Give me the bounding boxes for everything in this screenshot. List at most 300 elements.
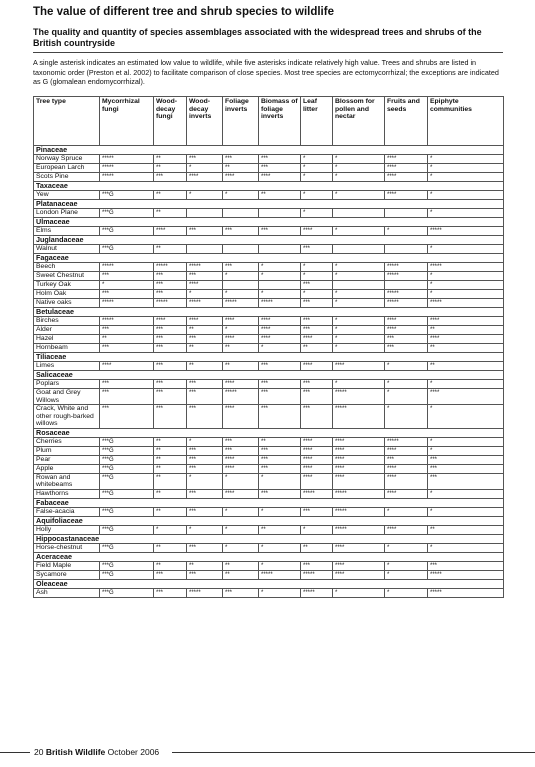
family-row: [34, 218, 504, 227]
rating-cell: ***: [259, 227, 301, 236]
rating-cell: ***G: [100, 489, 154, 498]
rating-cell: *****: [259, 570, 301, 579]
tree-name: Horse-chestnut: [34, 543, 100, 552]
rating-cell: ***: [223, 227, 259, 236]
tree-name: Pear: [34, 455, 100, 464]
rating-cell: ****: [223, 317, 259, 326]
tree-name: Goat and Grey Willows: [34, 389, 100, 405]
family-row: [34, 498, 504, 507]
table-row: [34, 290, 504, 299]
rating-cell: *****: [333, 507, 385, 516]
rating-cell: *: [333, 173, 385, 182]
rating-cell: *: [333, 299, 385, 308]
rating-cell: ***: [100, 290, 154, 299]
family-name: Hippocastanaceae: [34, 534, 504, 543]
magazine-name: British Wildlife: [45, 747, 106, 757]
rating-cell: *: [301, 164, 333, 173]
table-row: [34, 588, 504, 597]
rating-cell: *: [428, 290, 504, 299]
column-header: Fruits and seeds: [385, 97, 428, 146]
rating-cell: ***: [301, 326, 333, 335]
family-name: Pinaceae: [34, 146, 504, 155]
rating-cell: *: [301, 155, 333, 164]
tree-name: Alder: [34, 326, 100, 335]
rating-cell: **: [154, 473, 187, 489]
rating-cell: ***: [301, 281, 333, 290]
rating-cell: ***: [301, 561, 333, 570]
tree-name: Turkey Oak: [34, 281, 100, 290]
rating-cell: ***G: [100, 455, 154, 464]
table-row: [34, 380, 504, 389]
page-title: The value of different tree and shrub species to wildlife: [33, 6, 334, 18]
rating-cell: *****: [100, 299, 154, 308]
rating-cell: **: [187, 561, 223, 570]
rating-cell: ****: [187, 173, 223, 182]
family-row: [34, 371, 504, 380]
rating-cell: *: [259, 507, 301, 516]
rating-cell: **: [154, 245, 187, 254]
rating-cell: ***: [187, 335, 223, 344]
rating-cell: *: [259, 561, 301, 570]
rating-cell: ***: [385, 344, 428, 353]
rating-cell: *****: [187, 588, 223, 597]
column-header: Biomass of foliage inverts: [259, 97, 301, 146]
table-row: [34, 155, 504, 164]
rating-cell: *****: [301, 570, 333, 579]
rating-cell: *: [187, 473, 223, 489]
rating-cell: ***: [187, 272, 223, 281]
family-name: Betulaceae: [34, 308, 504, 317]
rating-cell: **: [223, 344, 259, 353]
rating-cell: ****: [259, 173, 301, 182]
rating-cell: **: [154, 507, 187, 516]
rating-cell: ***: [428, 473, 504, 489]
rating-cell: ****: [385, 464, 428, 473]
rating-cell: ***G: [100, 437, 154, 446]
footer-rule-left: [0, 752, 30, 753]
rating-cell: ***G: [100, 525, 154, 534]
rating-cell: ***G: [100, 464, 154, 473]
rating-cell: *****: [100, 263, 154, 272]
rating-cell: *****: [154, 263, 187, 272]
rating-cell: *: [301, 272, 333, 281]
rating-cell: ****: [223, 173, 259, 182]
rating-cell: *****: [301, 489, 333, 498]
family-name: Juglandaceae: [34, 236, 504, 245]
rating-cell: **: [259, 191, 301, 200]
family-name: Fagaceae: [34, 254, 504, 263]
tree-name: Scots Pine: [34, 173, 100, 182]
rating-cell: ***: [187, 570, 223, 579]
rating-cell: ***G: [100, 209, 154, 218]
table-row: [34, 227, 504, 236]
rating-cell: ****: [223, 464, 259, 473]
tree-name: Plum: [34, 446, 100, 455]
rating-cell: *****: [428, 299, 504, 308]
rating-cell: *: [333, 588, 385, 597]
rating-cell: ***: [154, 326, 187, 335]
table-row: [34, 446, 504, 455]
rating-cell: ****: [301, 464, 333, 473]
tree-name: Sweet Chestnut: [34, 272, 100, 281]
table-row: [34, 489, 504, 498]
rating-cell: *: [223, 326, 259, 335]
rating-cell: **: [154, 561, 187, 570]
family-row: [34, 200, 504, 209]
page-footer: [0, 747, 535, 759]
family-name: Aquifoliaceae: [34, 516, 504, 525]
rating-cell: *: [428, 437, 504, 446]
tree-name: European Larch: [34, 164, 100, 173]
rating-cell: *: [187, 290, 223, 299]
rating-cell: **: [187, 344, 223, 353]
rating-cell: ***: [301, 389, 333, 405]
table-row: [34, 543, 504, 552]
rating-cell: ****: [428, 335, 504, 344]
rating-cell: *: [428, 272, 504, 281]
family-row: [34, 308, 504, 317]
rating-cell: ***: [301, 405, 333, 429]
rating-cell: *: [428, 489, 504, 498]
tree-name: Poplars: [34, 380, 100, 389]
table-row: [34, 507, 504, 516]
rating-cell: *: [428, 446, 504, 455]
rating-cell: ***: [154, 335, 187, 344]
family-name: Rosaceae: [34, 428, 504, 437]
family-name: Platanaceae: [34, 200, 504, 209]
table-row: [34, 437, 504, 446]
rating-cell: ***: [100, 326, 154, 335]
rating-cell: ***: [428, 464, 504, 473]
rating-cell: ***: [223, 263, 259, 272]
heading-rule: [33, 52, 503, 53]
rating-cell: *: [187, 525, 223, 534]
rating-cell: ***: [187, 405, 223, 429]
rating-cell: *: [100, 281, 154, 290]
rating-cell: *****: [223, 299, 259, 308]
rating-cell: ***: [154, 173, 187, 182]
rating-cell: *: [187, 164, 223, 173]
rating-cell: ***: [385, 335, 428, 344]
rating-cell: *****: [428, 227, 504, 236]
rating-cell: ***: [187, 380, 223, 389]
rating-cell: ****: [333, 455, 385, 464]
rating-cell: *: [428, 209, 504, 218]
table-row: [34, 245, 504, 254]
rating-cell: ***: [187, 155, 223, 164]
rating-cell: ***: [154, 362, 187, 371]
rating-cell: **: [259, 437, 301, 446]
rating-cell: ***: [100, 380, 154, 389]
rating-cell: *: [301, 290, 333, 299]
rating-cell: ****: [333, 464, 385, 473]
tree-name: Birches: [34, 317, 100, 326]
rating-cell: [187, 245, 223, 254]
rating-cell: **: [154, 155, 187, 164]
rating-cell: [333, 245, 385, 254]
rating-cell: ***G: [100, 561, 154, 570]
rating-cell: **: [259, 525, 301, 534]
rating-cell: *: [223, 272, 259, 281]
rating-cell: ***: [259, 380, 301, 389]
rating-cell: *: [333, 263, 385, 272]
rating-cell: *: [301, 525, 333, 534]
rating-cell: *****: [428, 263, 504, 272]
rating-cell: ***: [428, 455, 504, 464]
rating-cell: ****: [154, 317, 187, 326]
table-row: [34, 561, 504, 570]
family-row: [34, 579, 504, 588]
column-header: Wood-decay fungi: [154, 97, 187, 146]
rating-cell: *: [187, 191, 223, 200]
rating-cell: ***G: [100, 570, 154, 579]
rating-cell: ***G: [100, 446, 154, 455]
rating-cell: **: [428, 326, 504, 335]
tree-name: Hazel: [34, 335, 100, 344]
rating-cell: ***G: [100, 588, 154, 597]
rating-cell: *: [223, 525, 259, 534]
family-row: [34, 236, 504, 245]
table-row: [34, 263, 504, 272]
table-row: [34, 389, 504, 405]
rating-cell: ***: [187, 464, 223, 473]
rating-cell: ****: [333, 561, 385, 570]
rating-cell: ***G: [100, 191, 154, 200]
rating-cell: *****: [333, 489, 385, 498]
rating-cell: ***: [259, 405, 301, 429]
rating-cell: ****: [301, 473, 333, 489]
table-row: [34, 164, 504, 173]
family-row: [34, 428, 504, 437]
rating-cell: *: [259, 263, 301, 272]
family-row: [34, 182, 504, 191]
rating-cell: ***: [187, 446, 223, 455]
table-row: [34, 525, 504, 534]
rating-cell: ****: [259, 326, 301, 335]
rating-cell: ***: [154, 344, 187, 353]
family-name: Aceraceae: [34, 552, 504, 561]
column-header: Leaf litter: [301, 97, 333, 146]
rating-cell: [385, 245, 428, 254]
rating-cell: ***: [154, 389, 187, 405]
family-row: [34, 534, 504, 543]
rating-cell: **: [154, 489, 187, 498]
rating-cell: ***: [223, 446, 259, 455]
table-row: [34, 335, 504, 344]
tree-name: Walnut: [34, 245, 100, 254]
rating-cell: **: [154, 446, 187, 455]
rating-cell: ****: [333, 446, 385, 455]
rating-cell: *****: [385, 263, 428, 272]
rating-cell: ***: [301, 245, 333, 254]
tree-name: Rowan and whitebeams: [34, 473, 100, 489]
rating-cell: **: [154, 164, 187, 173]
tree-name: Hornbeam: [34, 344, 100, 353]
rating-cell: ***G: [100, 543, 154, 552]
rating-cell: *: [259, 272, 301, 281]
rating-cell: [333, 209, 385, 218]
tree-name: Limes: [34, 362, 100, 371]
rating-cell: ***: [259, 362, 301, 371]
rating-cell: ***: [301, 380, 333, 389]
rating-cell: *****: [223, 389, 259, 405]
rating-cell: *: [223, 290, 259, 299]
rating-cell: ***: [100, 344, 154, 353]
tree-name: Beech: [34, 263, 100, 272]
rating-cell: ****: [385, 489, 428, 498]
rating-cell: ****: [333, 437, 385, 446]
rating-cell: **: [428, 525, 504, 534]
rating-cell: ****: [333, 473, 385, 489]
rating-cell: ****: [333, 570, 385, 579]
rating-cell: ***: [223, 155, 259, 164]
rating-cell: *: [301, 263, 333, 272]
table-row: [34, 326, 504, 335]
rating-cell: *: [428, 405, 504, 429]
rating-cell: *: [301, 173, 333, 182]
tree-name: Cherries: [34, 437, 100, 446]
rating-cell: **: [154, 455, 187, 464]
rating-cell: *****: [385, 299, 428, 308]
rating-cell: ****: [223, 335, 259, 344]
rating-cell: ***: [154, 290, 187, 299]
family-row: [34, 353, 504, 362]
rating-cell: *: [223, 473, 259, 489]
rating-cell: *: [333, 272, 385, 281]
rating-cell: *****: [301, 588, 333, 597]
rating-cell: [259, 281, 301, 290]
rating-cell: *: [301, 191, 333, 200]
rating-cell: *****: [385, 437, 428, 446]
table-row: [34, 191, 504, 200]
rating-cell: *****: [385, 272, 428, 281]
tree-name: Holly: [34, 525, 100, 534]
rating-cell: ***G: [100, 245, 154, 254]
wildlife-value-table: [33, 96, 504, 598]
rating-cell: ****: [385, 326, 428, 335]
rating-cell: ****: [385, 164, 428, 173]
rating-cell: **: [154, 191, 187, 200]
rating-cell: ***: [259, 389, 301, 405]
rating-cell: ****: [385, 191, 428, 200]
rating-cell: *: [385, 227, 428, 236]
family-row: [34, 254, 504, 263]
tree-name: Hawthorns: [34, 489, 100, 498]
rating-cell: ****: [428, 317, 504, 326]
rating-cell: *: [428, 155, 504, 164]
table-row: [34, 272, 504, 281]
tree-name: Ash: [34, 588, 100, 597]
rating-cell: [223, 245, 259, 254]
rating-cell: *****: [187, 263, 223, 272]
rating-cell: ****: [100, 362, 154, 371]
rating-cell: ***: [100, 405, 154, 429]
rating-cell: *: [333, 380, 385, 389]
rating-cell: ****: [154, 227, 187, 236]
rating-cell: *: [428, 191, 504, 200]
rating-cell: *: [333, 326, 385, 335]
rating-cell: ***: [259, 464, 301, 473]
rating-cell: *: [223, 507, 259, 516]
rating-cell: *: [333, 344, 385, 353]
column-header: Foliage inverts: [223, 97, 259, 146]
rating-cell: *: [259, 344, 301, 353]
rating-cell: [333, 281, 385, 290]
rating-cell: *: [428, 543, 504, 552]
family-name: Ulmaceae: [34, 218, 504, 227]
page-number: 20: [34, 747, 44, 757]
rating-cell: **: [428, 344, 504, 353]
rating-cell: *: [333, 164, 385, 173]
rating-cell: *: [223, 543, 259, 552]
rating-cell: *: [187, 437, 223, 446]
family-name: Taxaceae: [34, 182, 504, 191]
rating-cell: ***: [259, 455, 301, 464]
rating-cell: ****: [301, 455, 333, 464]
rating-cell: ***: [187, 389, 223, 405]
rating-cell: *****: [100, 317, 154, 326]
column-header: Tree type: [34, 97, 100, 146]
rating-cell: ***: [259, 446, 301, 455]
tree-name: London Plane: [34, 209, 100, 218]
rating-cell: ***: [187, 543, 223, 552]
rating-cell: *: [333, 335, 385, 344]
rating-cell: *****: [187, 299, 223, 308]
rating-cell: ****: [187, 317, 223, 326]
family-name: Salicaceae: [34, 371, 504, 380]
rating-cell: ***: [223, 588, 259, 597]
rating-cell: ****: [385, 446, 428, 455]
rating-cell: *: [428, 164, 504, 173]
rating-cell: ***: [187, 507, 223, 516]
table-row: [34, 209, 504, 218]
rating-cell: **: [428, 362, 504, 371]
rating-cell: **: [154, 437, 187, 446]
table-row: [34, 173, 504, 182]
rating-cell: ***: [385, 455, 428, 464]
rating-cell: ***: [154, 588, 187, 597]
footer-rule-right: [172, 752, 535, 753]
tree-name: Native oaks: [34, 299, 100, 308]
rating-cell: *: [154, 525, 187, 534]
rating-cell: ***: [301, 299, 333, 308]
rating-cell: ****: [223, 489, 259, 498]
rating-cell: **: [301, 543, 333, 552]
rating-cell: *: [333, 191, 385, 200]
rating-cell: *****: [428, 588, 504, 597]
tree-name: Sycamore: [34, 570, 100, 579]
rating-cell: ***G: [100, 473, 154, 489]
rating-cell: **: [187, 362, 223, 371]
rating-cell: **: [187, 326, 223, 335]
rating-cell: [385, 209, 428, 218]
rating-cell: **: [154, 543, 187, 552]
rating-cell: ***: [259, 164, 301, 173]
rating-cell: ****: [223, 405, 259, 429]
intro-text: A single asterisk indicates an estimated low value to wildlife, while five asterisks indicate relatively high value. Trees and shrubs are listed in taxonomic order (Preston et al. 2002) to facilitate comparison of close species. Most tree species are ectomycorrhizal; the exceptions are indicated as G (glomalean endomycorrhizal).: [33, 58, 499, 86]
rating-cell: *: [333, 227, 385, 236]
rating-cell: **: [154, 464, 187, 473]
tree-name: Norway Spruce: [34, 155, 100, 164]
rating-cell: *: [385, 405, 428, 429]
rating-cell: [385, 281, 428, 290]
rating-cell: *: [385, 389, 428, 405]
rating-cell: *: [428, 173, 504, 182]
table-row: [34, 317, 504, 326]
rating-cell: *: [223, 191, 259, 200]
rating-cell: ****: [301, 446, 333, 455]
rating-cell: ****: [385, 525, 428, 534]
